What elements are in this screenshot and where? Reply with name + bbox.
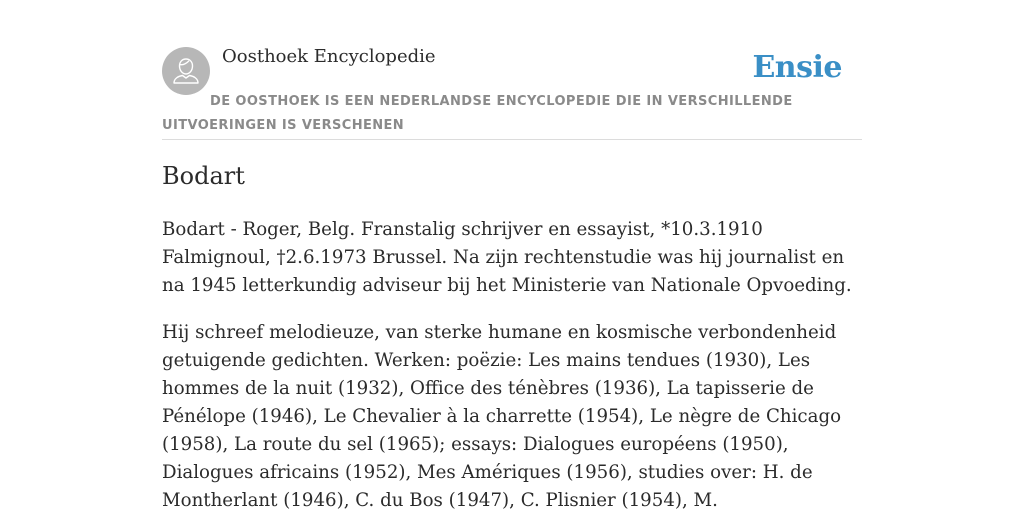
article-title: Bodart	[162, 162, 245, 190]
ensie-logo-link[interactable]: Ensie	[752, 50, 842, 85]
site-tagline: DE OOSTHOEK IS EEN NEDERLANDSE ENCYCLOPEDIE DIE IN VERSCHILLENDE UITVOERINGEN IS VERSCHENEN	[162, 94, 793, 133]
site-name-link[interactable]: Oosthoek Encyclopedie	[222, 46, 436, 67]
article-paragraph: Hij schreef melodieuze, van sterke humane en kosmische verbondenheid getuigende gedichten. Werken: poëzie: Les mains tendues (1930), Les hommes de la nuit (1932), Office des ténèbres (1936), La tapisserie de Pénélope (1946), Le Chevalier à la charrette (1954), Le nègre de Chicago (1958), La route du sel (1965); essays: Dialogues européens (1950), Dialogues africains (1952), Mes Amériques (1956), studies over: H. de Montherlant (1946), C. du Bos (1947), C. Plisnier (1954), M.	[162, 322, 842, 511]
article-paragraph: Bodart - Roger, Belg. Franstalig schrijver en essayist, *10.3.1910 Falmignoul, †2.6.1973 Brussel. Na zijn rechtenstudie was hij journalist en na 1945 letterkundig adviseur bij het Ministerie van Nationale Opvoeding.	[162, 219, 852, 296]
user-avatar-icon[interactable]	[162, 47, 210, 95]
page-container	[162, 0, 862, 511]
site-header	[162, 0, 862, 140]
